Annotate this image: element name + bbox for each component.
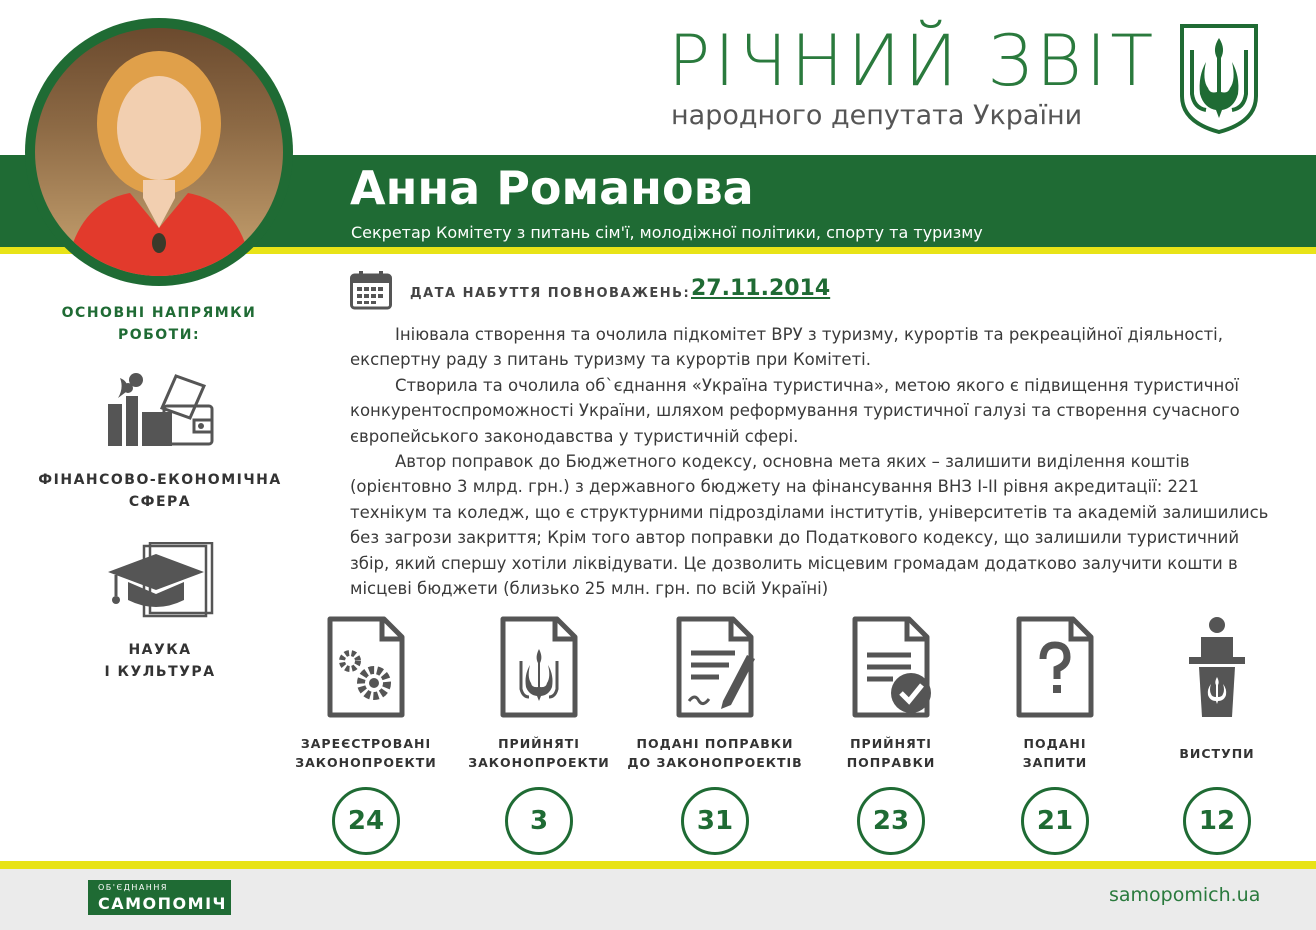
stat-value: 12 bbox=[1183, 787, 1251, 855]
deputy-photo bbox=[35, 28, 283, 276]
stat-adopted-bills bbox=[451, 615, 627, 855]
website-link[interactable]: samopomich.ua bbox=[1109, 884, 1261, 906]
stat-value: 3 bbox=[505, 787, 573, 855]
stat-label: ПРИЙНЯТІ ПОПРАВКИ bbox=[846, 736, 936, 770]
deputy-role: Секретар Комітету з питань сім'ї, молодіжної політики, спорту та туризму bbox=[351, 223, 983, 242]
document-question-icon bbox=[1015, 615, 1095, 719]
stat-label: ЗАРЕЄСТРОВАНІ ЗАКОНОПРОЕКТИ bbox=[295, 736, 437, 770]
body-paragraph: Автор поправок до Бюджетного кодексу, основна мета яких – залишити виділення коштів (орієнтовно 3 млрд. грн.) з державного бюджету на фінансування ВНЗ І-ІІ рівня акредитації: 221 технікум та коледж, що є структурними підрозділами інститутів, університетів та академій залишились без загрози закриття; Крім того автор поправки до Податкового кодексу, що залишили туристичний збір, який спершу хотіли ліквідувати. Це дозволить місцевим громадам додатково залучити кошти в місцеві бюджети (близько 25 млн. грн. по всій Україні) bbox=[350, 452, 1269, 599]
report-title: РІЧНИЙ ЗВІТ bbox=[668, 20, 1158, 102]
party-logo[interactable] bbox=[88, 880, 231, 915]
document-trident-icon bbox=[499, 615, 579, 719]
footer-accent-line bbox=[0, 861, 1316, 869]
date-label: ДАТА НАБУТТЯ ПОВНОВАЖЕНЬ: bbox=[410, 286, 691, 301]
stat-submitted-amendments bbox=[627, 615, 803, 855]
body-paragraph: Ініювала створення та очолила підкомітет ВРУ з туризму, курортів та рекреаційної діяльності, експертну раду з питань туризму та курортів при Комітеті. bbox=[350, 325, 1224, 370]
document-gears-icon bbox=[326, 615, 406, 719]
area-science-label: НАУКА І КУЛЬТУРА bbox=[104, 642, 216, 680]
deputy-name: Анна Романова bbox=[350, 161, 754, 215]
date-value: 27.11.2014 bbox=[691, 276, 831, 301]
body-paragraph: Створила та очолила об`єднання «Україна туристична», метою якого є підвищення туристичної конкурентоспроможності України, шляхом реформування туристичної галузі та створення сучасного європейського законодавства у туристичній сфері. bbox=[350, 375, 1240, 446]
calendar-icon bbox=[350, 270, 392, 310]
stat-value: 31 bbox=[681, 787, 749, 855]
logo-top-text: ОБ'ЄДНАННЯ bbox=[98, 883, 168, 892]
stat-speeches bbox=[1129, 615, 1305, 855]
stat-adopted-amendments bbox=[803, 615, 979, 855]
work-areas-heading: ОСНОВНІ НАПРЯМКИ РОБОТИ: bbox=[61, 305, 257, 343]
stat-label: ПОДАНІ ЗАПИТИ bbox=[1022, 736, 1088, 770]
stat-label: ПРИЙНЯТІ ЗАКОНОПРОЕКТИ bbox=[468, 736, 610, 770]
stat-value: 21 bbox=[1021, 787, 1089, 855]
graduation-cap-icon bbox=[104, 542, 216, 618]
stat-label: ВИСТУПИ bbox=[1179, 745, 1255, 761]
report-body bbox=[350, 322, 1270, 601]
stat-submitted-requests bbox=[967, 615, 1143, 855]
report-subtitle: народного депутата України bbox=[671, 100, 1083, 131]
finance-icon bbox=[104, 368, 216, 448]
coat-of-arms-icon bbox=[1178, 22, 1260, 134]
stat-registered-bills bbox=[278, 615, 454, 855]
stat-label: ПОДАНІ ПОПРАВКИ ДО ЗАКОНОПРОЕКТІВ bbox=[627, 736, 803, 770]
speaker-podium-icon bbox=[1177, 615, 1257, 719]
stat-value: 24 bbox=[332, 787, 400, 855]
document-pen-icon bbox=[675, 615, 755, 719]
logo-main-text: САМОПОМІЧ bbox=[98, 894, 227, 913]
document-check-icon bbox=[851, 615, 931, 719]
area-finance-label: ФІНАНСОВО-ЕКОНОМІЧНА СФЕРА bbox=[38, 472, 282, 510]
stat-value: 23 bbox=[857, 787, 925, 855]
